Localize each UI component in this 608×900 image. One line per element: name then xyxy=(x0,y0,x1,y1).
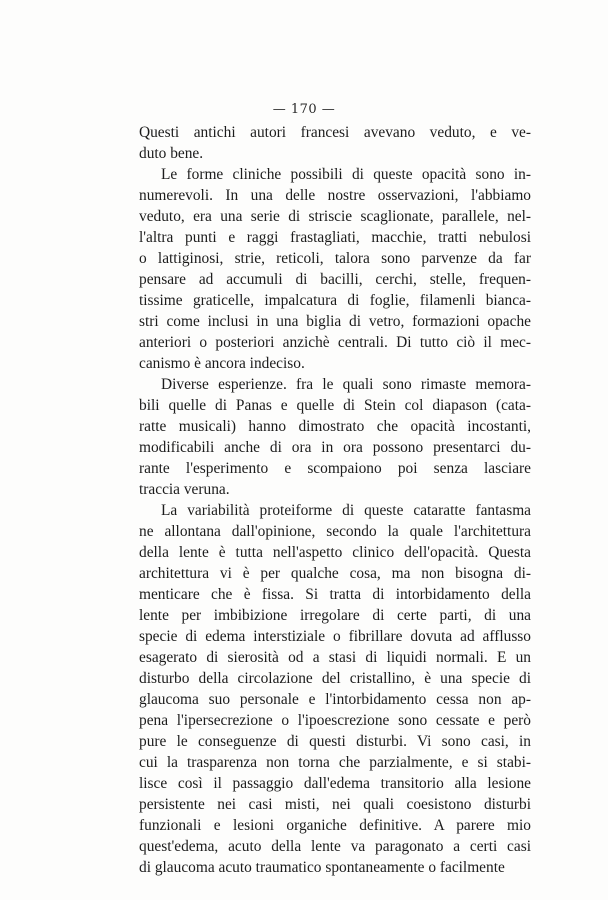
text-line: traccia veruna. xyxy=(139,481,230,498)
paragraph xyxy=(139,374,531,500)
page-number: — 170 — xyxy=(272,102,336,117)
text-line: specie di edema interstiziale o fibrillare dovuta ad afflusso xyxy=(139,628,531,645)
text-line: duto bene. xyxy=(139,145,204,162)
text-line: Diverse esperienze. fra le quali sono rimaste memora- xyxy=(161,376,531,393)
text-line: funzionali e lesioni organiche definitive. A parere mio xyxy=(139,817,531,834)
text-line: veduto, era una serie di striscie scaglionate, parallele, nel- xyxy=(139,208,531,225)
text-line: persistente nei casi misti, nei quali coesistono disturbi xyxy=(139,796,531,813)
text-line: glaucoma suo personale e l'intorbidamento cessa non ap- xyxy=(139,691,531,708)
text-line: ne allontana dall'opinione, secondo la quale l'architettura xyxy=(139,523,531,540)
text-line: tissime graticelle, impalcatura di foglie, filamenli biancа- xyxy=(139,292,531,309)
text-line: numerevoli. In una delle nostre osservazioni, l'abbiamo xyxy=(139,187,531,204)
text-line: di glaucoma acuto traumatico spontaneamente o facilmente xyxy=(139,859,505,876)
text-line: La variabilità proteiforme di queste cataratte fantasma xyxy=(161,502,531,519)
text-line: pena l'ipersecrezione o l'ipoescrezione sono cessate e però xyxy=(139,712,531,729)
text-line: stri come inclusi in una biglia di vetro, formazioni opache xyxy=(139,313,531,330)
paragraph xyxy=(139,500,531,878)
text-line: pensare ad accumuli di bacilli, cerchi, stelle, frequen- xyxy=(139,271,531,288)
text-line: Le forme cliniche possibili di queste opacità sono in- xyxy=(161,166,531,183)
paragraph xyxy=(139,122,531,164)
text-line: o lattiginosi, strie, reticoli, talora sono parvenze da far xyxy=(139,250,531,267)
text-line: disturbo della circolazione del cristallino, è una specie di xyxy=(139,670,531,687)
text-line: Questi antichi autori francesi avevano veduto, e ve- xyxy=(139,124,531,141)
text-line: lente per imbibizione irregolare di certe parti, di una xyxy=(139,607,531,624)
text-line: architettura vi è per qualche cosa, ma non bisogna di- xyxy=(139,565,531,582)
text-line: pure le conseguenze di questi disturbi. Vi sono casi, in xyxy=(139,733,531,750)
text-line: canismo è ancora indeciso. xyxy=(139,355,305,372)
text-line: quest'edema, acuto della lente va paragonato a certi casi xyxy=(139,838,531,855)
text-line: cui la trasparenza non torna che parzialmente, e si stabi- xyxy=(139,754,531,771)
text-line: della lente è tutta nell'aspetto clinico dell'opacità. Questa xyxy=(139,544,531,561)
paragraph xyxy=(139,164,531,374)
text-line: esagerato di sierosità od a stasi di liquidi normali. E un xyxy=(139,649,531,666)
text-line: menticare che è fissa. Si tratta di intorbidamento della xyxy=(139,586,531,603)
text-line: lisce così il passaggio dall'edema transitorio alla lesione xyxy=(139,775,531,792)
text-line: rante l'esperimento e scompaiono poi senza lasciare xyxy=(139,460,531,477)
text-line: bili quelle di Panas e quelle di Stein col diapason (cata- xyxy=(139,397,531,414)
text-line: l'altra punti e raggi frastagliati, macchie, tratti nebulosi xyxy=(139,229,531,246)
text-line: ratte musicali) hanno dimostrato che opacità incostanti, xyxy=(139,418,531,435)
body-text xyxy=(139,122,531,878)
text-line: anteriori o posteriori anzichè centrali. Di tutto ciò il mec- xyxy=(139,334,531,351)
text-line: modificabili anche di ora in ora possono presentarci du- xyxy=(139,439,531,456)
